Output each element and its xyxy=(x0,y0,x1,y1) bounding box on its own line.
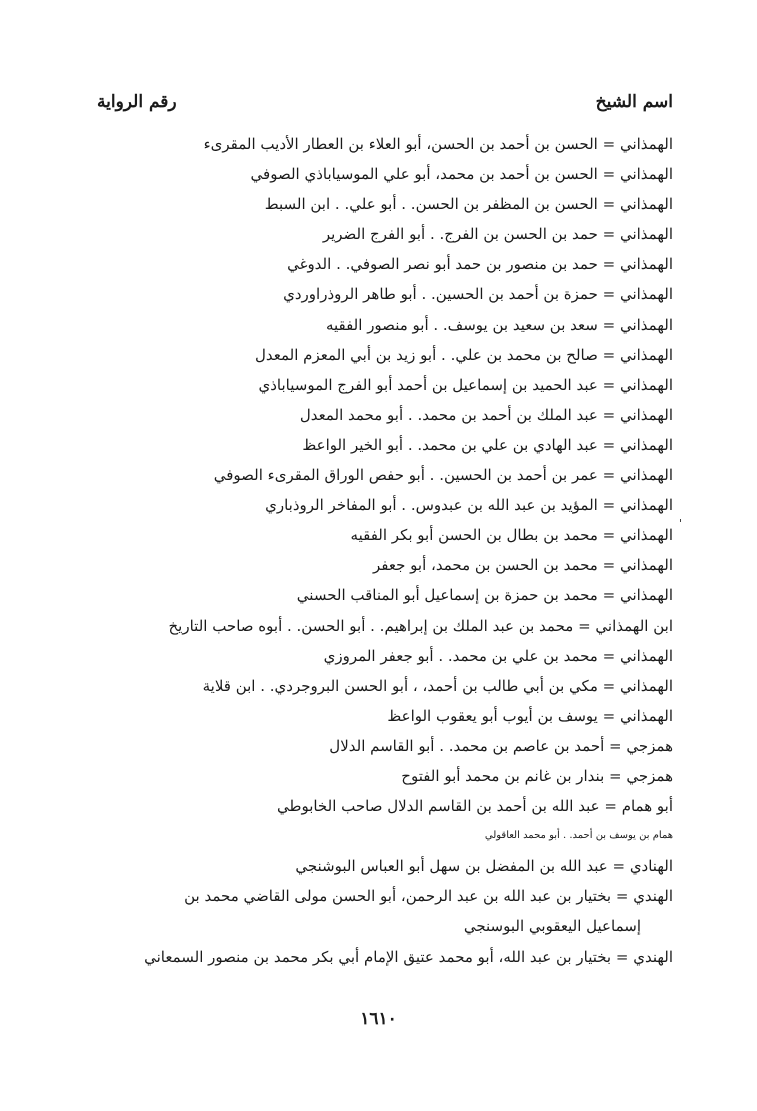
entry-row xyxy=(73,731,673,761)
entry-text: همزجي = أحمد بن عاصم بن محمد. . أبو القاسم الدلال xyxy=(329,736,673,755)
entry-row xyxy=(73,881,673,911)
entry-row xyxy=(73,701,673,731)
entry-text: الهمذاني = حمزة بن أحمد بن الحسين. . أبو طاهر الروذراوردي xyxy=(283,285,673,304)
entry-text: الهمذاني = عبد الملك بن أحمد بن محمد. . أبو محمد المعدل xyxy=(299,405,673,424)
entry-text: ابن الهمذاني = محمد بن عبد الملك بن إبراهيم. . أبو الحسن. . أبوه صاحب التاريخ xyxy=(168,616,673,635)
entry-row xyxy=(73,189,673,219)
entry-text: الهمذاني = حمد بن الحسن بن الفرج. . أبو الفرج الضرير xyxy=(322,225,673,244)
entry-row xyxy=(73,400,673,430)
entry-row xyxy=(73,611,673,641)
entry-row xyxy=(73,460,673,490)
entry-text: الهمذاني = عبد الهادي بن علي بن محمد. . أبو الخير الواعظ xyxy=(302,435,673,454)
entry-text: الهمذاني = محمد بن حمزة بن إسماعيل أبو المناقب الحسني xyxy=(296,586,673,605)
entry-text: الهندي = بختيار بن عبد الله، أبو محمد عتيق الإمام أبي بكر محمد بن منصور السمعاني xyxy=(144,947,673,966)
entry-row xyxy=(73,490,673,520)
entry-text: الهمذاني = يوسف بن أيوب أبو يعقوب الواعظ xyxy=(387,706,673,725)
entry-row xyxy=(73,761,673,791)
entry-text: همزجي = بندار بن غانم بن محمد أبو الفتوح xyxy=(401,766,673,785)
entry-text: الهمذاني = عمر بن أحمد بن الحسين. . أبو حفص الوراق المقرىء الصوفي xyxy=(213,466,673,485)
entry-marker: ' xyxy=(678,517,682,531)
entry-text: الهمذاني = المؤيد بن عبد الله بن عبدوس. . أبو المفاخر الروذباري xyxy=(265,496,673,515)
entry-row xyxy=(73,641,673,671)
entry-row xyxy=(73,791,673,821)
entry-row xyxy=(73,517,682,550)
entry-row xyxy=(73,219,673,249)
entry-row xyxy=(73,129,673,159)
entry-text: الهمذاني = محمد بن الحسن بن محمد، أبو جعفر xyxy=(373,556,673,575)
entry-text: الهمذاني = الحسن بن المظفر بن الحسن. . أبو علي. . ابن السبط xyxy=(264,195,673,214)
entry-text: همام بن يوسف بن أحمد. . أبو محمد العاقولي xyxy=(484,830,673,842)
entry-row xyxy=(73,942,673,972)
entry-row xyxy=(73,580,673,610)
entry-row xyxy=(73,159,673,189)
entry-text: الهمذاني = الحسن بن أحمد بن الحسن، أبو العلاء بن العطار الأديب المقرىء xyxy=(203,135,673,153)
entry-text: الهمذاني = مكي بن أبي طالب بن أحمد، ، أبو الحسن البروجردي. . ابن قلاية xyxy=(202,676,673,695)
entries-list xyxy=(73,129,682,972)
entry-text: الهمذاني = حمد بن منصور بن حمد أبو نصر الصوفي. . الدوغي xyxy=(287,255,673,274)
entry-text: الهمذاني = محمد بن علي بن محمد. . أبو جعفر المروزي xyxy=(323,646,673,665)
entry-row xyxy=(73,279,673,309)
entry-text: الهمذاني = صالح بن محمد بن علي. . أبو زيد بن أبي المعزم المعدل xyxy=(254,345,673,364)
entry-row xyxy=(73,851,673,881)
entry-row xyxy=(73,671,673,701)
entry-text: الهمذاني = محمد بن بطال بن الحسن أبو بكر الفقيه xyxy=(350,526,673,545)
page-number: ١٦١٠ xyxy=(360,1009,397,1029)
entry-row xyxy=(73,550,673,580)
entry-text: إسماعيل اليعقوبي البوسنجي xyxy=(463,917,641,936)
entry-row xyxy=(73,370,673,400)
column-header-sheikh-name: اسم الشيخ xyxy=(595,92,673,112)
entry-text: الهمذاني = سعد بن سعيد بن يوسف. . أبو منصور الفقيه xyxy=(325,315,673,334)
entry-text: أبو همام = عبد الله بن أحمد بن القاسم الدلال صاحب الخابوطي xyxy=(277,797,673,816)
entry-text: الهمذاني = الحسن بن أحمد بن محمد، أبو علي الموسياباذي الصوفي xyxy=(250,165,673,184)
entry-row xyxy=(73,249,673,279)
entry-row xyxy=(73,310,673,340)
entry-row xyxy=(73,340,673,370)
entry-text: الهندي = بختيار بن عبد الله بن عبد الرحمن، أبو الحسن مولى القاضي محمد بن xyxy=(184,887,673,906)
entry-row xyxy=(73,821,673,851)
entry-text: الهمذاني = عبد الحميد بن إسماعيل بن أحمد أبو الفرج الموسياباذي xyxy=(258,375,673,394)
entry-text: الهنادي = عبد الله بن المفضل بن سهل أبو العباس البوشنجي xyxy=(295,857,673,876)
entry-row xyxy=(73,430,673,460)
entry-row xyxy=(73,911,673,941)
column-header-narration-number: رقم الرواية xyxy=(97,92,177,112)
